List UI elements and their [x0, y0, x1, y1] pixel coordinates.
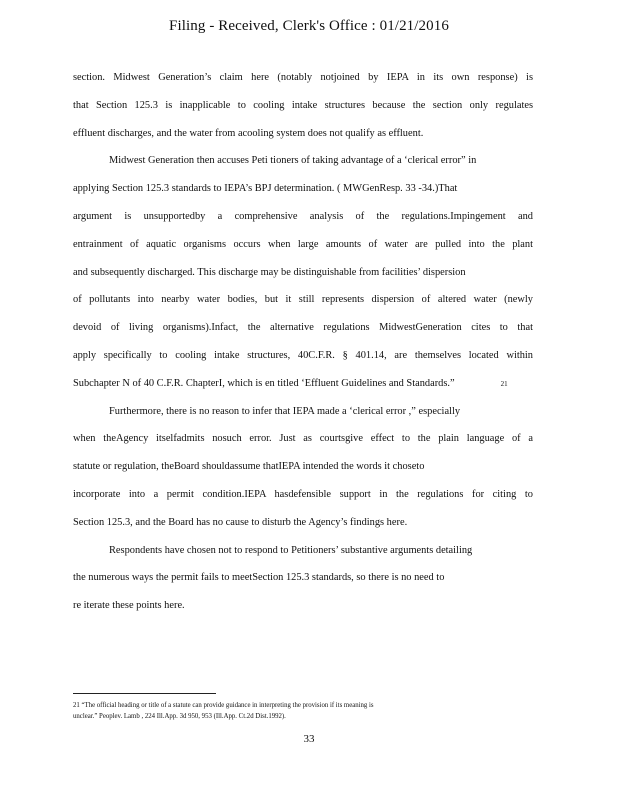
- text-line: [73, 374, 533, 402]
- text-line: argument is unsupportedby a comprehensive analysis of the regulations.Impingement and: [73, 210, 533, 222]
- text-line: that Section 125.3 is inapplicable to cooling intake structures because the section only regulates: [73, 99, 533, 111]
- text-line: section. Midwest Generation’s claim here (notably notjoined by IEPA in its own response) is: [73, 72, 533, 83]
- text-line: incorporate into a permit condition.IEPA hasdefensible support in the regulations for citing to: [73, 488, 533, 500]
- footnote-line: unclear.” Peoplev. Lamb , 224 Ill.App. 3d 950, 953 (Ill.App. Ct.2d Dist.1992).: [73, 713, 286, 720]
- text-line: devoid of living organisms).Infact, the alternative regulations MidwestGeneration cites to that: [73, 322, 533, 334]
- text-line: Respondents have chosen not to respond to Petitioners’ substantive arguments detailing: [109, 544, 473, 556]
- text-line: apply specifically to cooling intake structures, 40C.F.R. § 401.14, are themselves located within: [73, 349, 533, 361]
- text-line: Section 125.3, and the Board has no cause to disturb the Agency’s findings here.: [73, 516, 408, 528]
- footnote-line: 21 “The official heading or title of a statute can provide guidance in interpreting the provision if its meaning is: [73, 702, 374, 709]
- text-line: the numerous ways the permit fails to meetSection 125.3 standards, so there is no need to: [73, 572, 445, 584]
- footnote-marker: 21: [500, 379, 508, 388]
- filing-header: Filing - Received, Clerk's Office : 01/21/2016: [169, 18, 449, 34]
- page-number: 33: [303, 733, 315, 745]
- body-text: [73, 68, 533, 624]
- text-line: of pollutants into nearby water bodies, but it still represents dispersion of altered water (newly: [73, 294, 533, 306]
- text-line: statute or regulation, theBoard shouldassume thatIEPA intended the words it choseto: [73, 461, 425, 473]
- text-line: effluent discharges, and the water from acooling system does not qualify as effluent.: [73, 127, 424, 139]
- footnote-divider: [73, 693, 216, 694]
- text-line: Midwest Generation then accuses Peti tioners of taking advantage of a ‘clerical error” in: [109, 155, 477, 167]
- text-line: Furthermore, there is no reason to infer that IEPA made a ‘clerical error ,” especially: [109, 405, 461, 417]
- text-line: and subsequently discharged. This discharge may be distinguishable from facilities’ dispersion: [73, 266, 466, 278]
- text-line: applying Section 125.3 standards to IEPA’s BPJ determination. ( MWGenResp. 33 -34.)That: [73, 183, 458, 195]
- text-line: re iterate these points here.: [73, 600, 185, 612]
- footnote: [73, 700, 403, 722]
- text-line-content: Subchapter N of 40 C.F.R. ChapterI, which is en titled ‘Effluent Guidelines and Standards.”: [73, 377, 455, 389]
- text-line: entrainment of aquatic organisms occurs when large amounts of water are pulled into the plant: [73, 238, 533, 250]
- text-line: when theAgency itselfadmits nosuch error. Just as courtsgive effect to the plain language of a: [73, 433, 533, 445]
